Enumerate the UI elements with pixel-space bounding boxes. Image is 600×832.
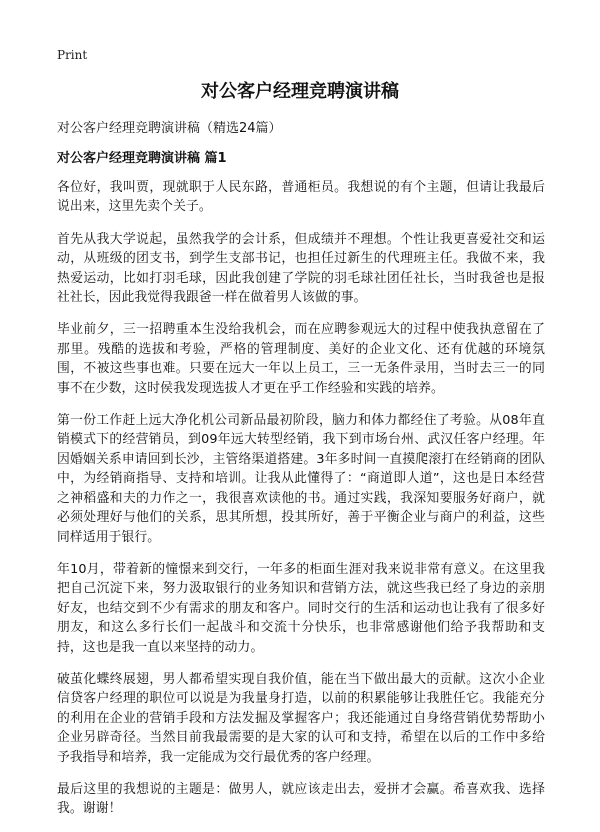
paragraph-3: 毕业前夕，三一招聘重本生没给我机会，而在应聘参观远大的过程中使我执意留在了那里。残酷的选拔和考验，严格的管理制度、美好的企业文化、还有优越的环境氛围，不被这些事也难。只要在远大一年以上员工，三一无条件录用，当时去三一的同事不在少数，这时侯我发现选拔人才更在乎工作经验和实践的培养。 [57, 322, 545, 396]
paragraph-5: 年10月，带着新的憧憬来到交行，一年多的柜面生涯对我来说非常有意义。在这里我把自己沉淀下来，努力汲取银行的业务知识和营销方法，就这些我已经了身边的亲朋好友，也结交到不少有需求的朋友和客户。同时交行的生活和运动也让我有了很多好朋友，和这么多行长们一起战斗和交流十分快乐，也非常感谢他们给予我帮助和支持，这也是我一直以来坚持的动力。 [57, 561, 545, 655]
paragraph-4: 第一份工作赶上远大净化机公司新品最初阶段，脑力和体力都经住了考验。从08年直销模式下的经营销员，到09年远大转型经销，我下到市场台州、武汉任客户经理。年因婚姻关系申请回到长沙，主管络渠道搭建。3年多时间一直摸爬滚打在经销商的团队中，为经销商指导、支持和培训。让我从此懂得了：“商道即人道”，这也是日本经营之神稻盛和夫的力作之一，我很喜欢读他的书。通过实践，我深知要服务好商户，就必须处理好与他们的关系，思其所想，投其所好，善于平衡企业与商户的利益，这些同样适用于银行。 [57, 413, 545, 545]
print-link[interactable]: Print [57, 48, 88, 62]
article-body [57, 178, 545, 832]
article-heading: 对公客户经理竞聘演讲稿 篇1 [57, 151, 227, 166]
paragraph-6: 破茧化蝶终展翅，男人都希望实现自我价值，能在当下做出最大的贡献。这次小企业信贷客户经理的职位可以说是为我量身打造，以前的积累能够让我胜任它。我能充分的利用在企业的营销手段和方法发掘及掌握客户；我还能通过自身络营销优势帮助小企业另辟奇径。当然目前我最需要的是大家的认可和支持，希望在以后的工作中多给予我指导和培养，我一定能成为交行最优秀的客户经理。 [57, 671, 545, 765]
paragraph-7: 最后这里的我想说的主题是：做男人，就应该走出去，爱拼才会赢。希喜欢我、选择我。谢谢！ [57, 781, 545, 817]
document-title: 对公客户经理竞聘演讲稿 [201, 81, 399, 102]
paragraph-2: 首先从我大学说起，虽然我学的会计系，但成绩并不理想。个性让我更喜爱社交和运动，从班级的团支书，到学生支部书记，也担任过新生的代理班主任。我做不来，我热爱运动，比如打羽毛球，因此我创建了学院的羽毛球社团任社长，当时我爸也是报社社长，因此我觉得我跟爸一样在做着男人该做的事。 [57, 231, 545, 306]
paragraph-1: 各位好，我叫贾，现就职于人民东路，普通柜员。我想说的有个主题，但请让我最后说出来，这里先卖个关子。 [57, 180, 545, 215]
document-subtitle: 对公客户经理竞聘演讲稿（精选24篇） [57, 121, 282, 136]
